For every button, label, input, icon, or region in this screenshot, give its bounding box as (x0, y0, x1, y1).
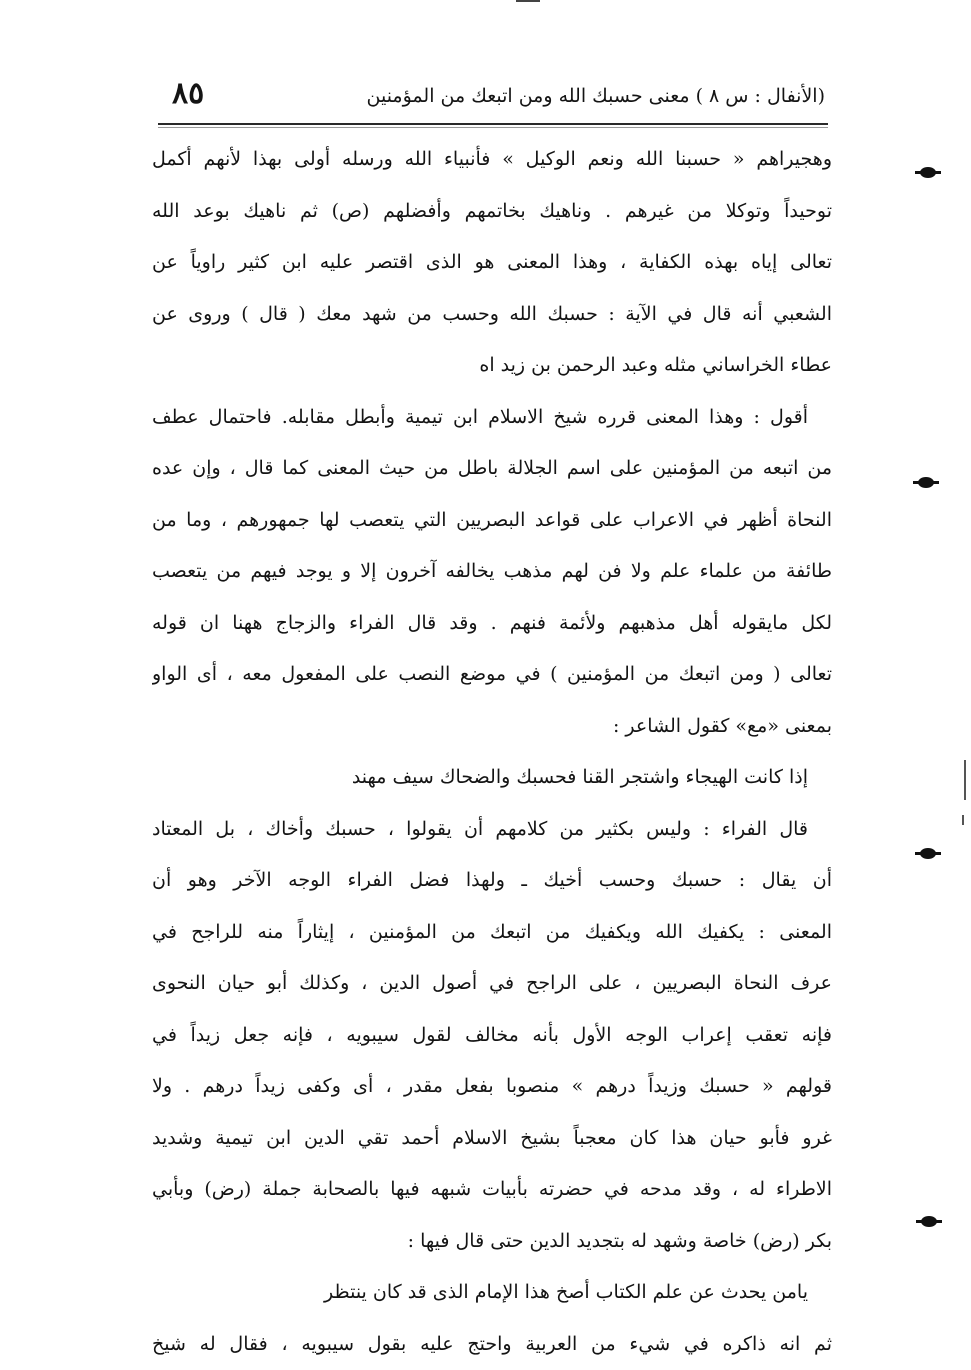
text-line: فإنه تعقب إعراب الوجه الأول بأنه مخالف لقول سيبويه ، فإنه جعل زيداً في (152, 1010, 832, 1062)
text-line: النحاة أظهر في الاعراب على قواعد البصريين التي يتعصب لها جمهورهم ، وما من (152, 495, 832, 547)
text-line: عرف النحاة البصريين ، على الراجح في أصول الدين ، وكذلك أبو حيان النحوى (152, 958, 832, 1010)
scan-edge-mark (964, 760, 966, 800)
running-header (160, 74, 825, 118)
header-rule-thin (158, 127, 828, 128)
text-line: عطاء الخراساني مثله وعبد الرحمن بن زيد اه (152, 340, 832, 392)
scan-edge-mark (962, 815, 964, 825)
top-edge-mark (516, 0, 540, 2)
binding-hole-mark (920, 848, 936, 859)
text-line: قولهم « حسبك وزيداً درهم » منصوبا بفعل مقدر ، أى وكفى زيداً درهم . ولا (152, 1061, 832, 1113)
text-line: بكر (رض) خاصة وشهد له بتجديد الدين حتى قال فيها : (152, 1216, 832, 1268)
poetry-verse: يامن يحدث عن علم الكتاب أصخ هذا الإمام الذى قد كان ينتظر (152, 1267, 832, 1319)
text-line: وهجيراهم « حسبنا الله ونعم الوكيل » فأنبياء الله ورسله أولى بهذا لأنهم أكمل (152, 134, 832, 186)
header-rule (158, 123, 828, 125)
text-line: تعالى ( ومن اتبعك من المؤمنين ) في موضع النصب على المفعول معه ، أى الواو (152, 649, 832, 701)
text-line: قال الفراء : وليس بكثير من كلامهم أن يقولوا ، حسبك وأخاك ، بل المعتاد (152, 804, 832, 856)
text-line: المعنى : يكفيك الله ويكفيك من اتبعك من المؤمنين ، إيثاراً منه للراجح في (152, 907, 832, 959)
text-line: لكل مايقوله أهل مذهبهم ولأئمة فنهم . وقد قال الفراء والزجاج ههنا ان قوله (152, 598, 832, 650)
text-line: الاطراء له ، وقد مدحه في حضرته بأبيات شبهه فيها بالصحابة جملة (رض) وبأبي (152, 1164, 832, 1216)
binding-hole-mark (918, 477, 934, 488)
text-line: الشعبي أنه قال في الآية : حسبك الله وحسب من شهد معك ( قال ) وروى عن (152, 289, 832, 341)
poetry-verse: إذا كانت الهيجاء واشتجر القنا فحسبك والضحاك سيف مهند (152, 752, 832, 804)
text-line: طائفة من علماء علم ولا فن لهم مذهب يخالفه آخرون إلا و يوجد فيهم من يتعصب (152, 546, 832, 598)
binding-hole-mark (920, 167, 936, 178)
text-line: بمعنى «مع» كقول الشاعر : (152, 701, 832, 753)
binding-hole-mark (921, 1216, 937, 1227)
page-number: ٨٥ (172, 72, 204, 116)
text-line: أن يقال : حسبك وحسب أخيك ـ ولهذا فضل الفراء الوجه الآخر وهو أن (152, 855, 832, 907)
body-text (152, 134, 832, 1370)
text-line: غرو فأبو حيان هذا كان معجباً بشيخ الاسلام أحمد تقي الدين ابن تيمية وشديد (152, 1113, 832, 1165)
running-title: (الأنفال : س ٨ ) معنى حسبك الله ومن اتبعك من المؤمنين (367, 74, 826, 118)
text-line: تعالى إياه بهذه الكفاية ، وهذا المعنى هو الذى اقتصر عليه ابن كثير راوياً عن (152, 237, 832, 289)
text-line: أقول : وهذا المعنى قرره شيخ الاسلام ابن تيمية وأبطل مقابله. فاحتمال عطف (152, 392, 832, 444)
text-line: توحيداً وتوكلا من غيرهم . وناهيك بخاتمهم وأفضلهم (ص) ثم ناهيك بوعد الله (152, 186, 832, 238)
text-line: ثم انه ذاكره في شيء من العربية واحتج عليه بقول سيبويه ، فقال له شيخ (152, 1319, 832, 1370)
text-line: من اتبعه من المؤمنين على اسم الجلالة باطل من حيث المعنى كما قال ، وإن عده (152, 443, 832, 495)
